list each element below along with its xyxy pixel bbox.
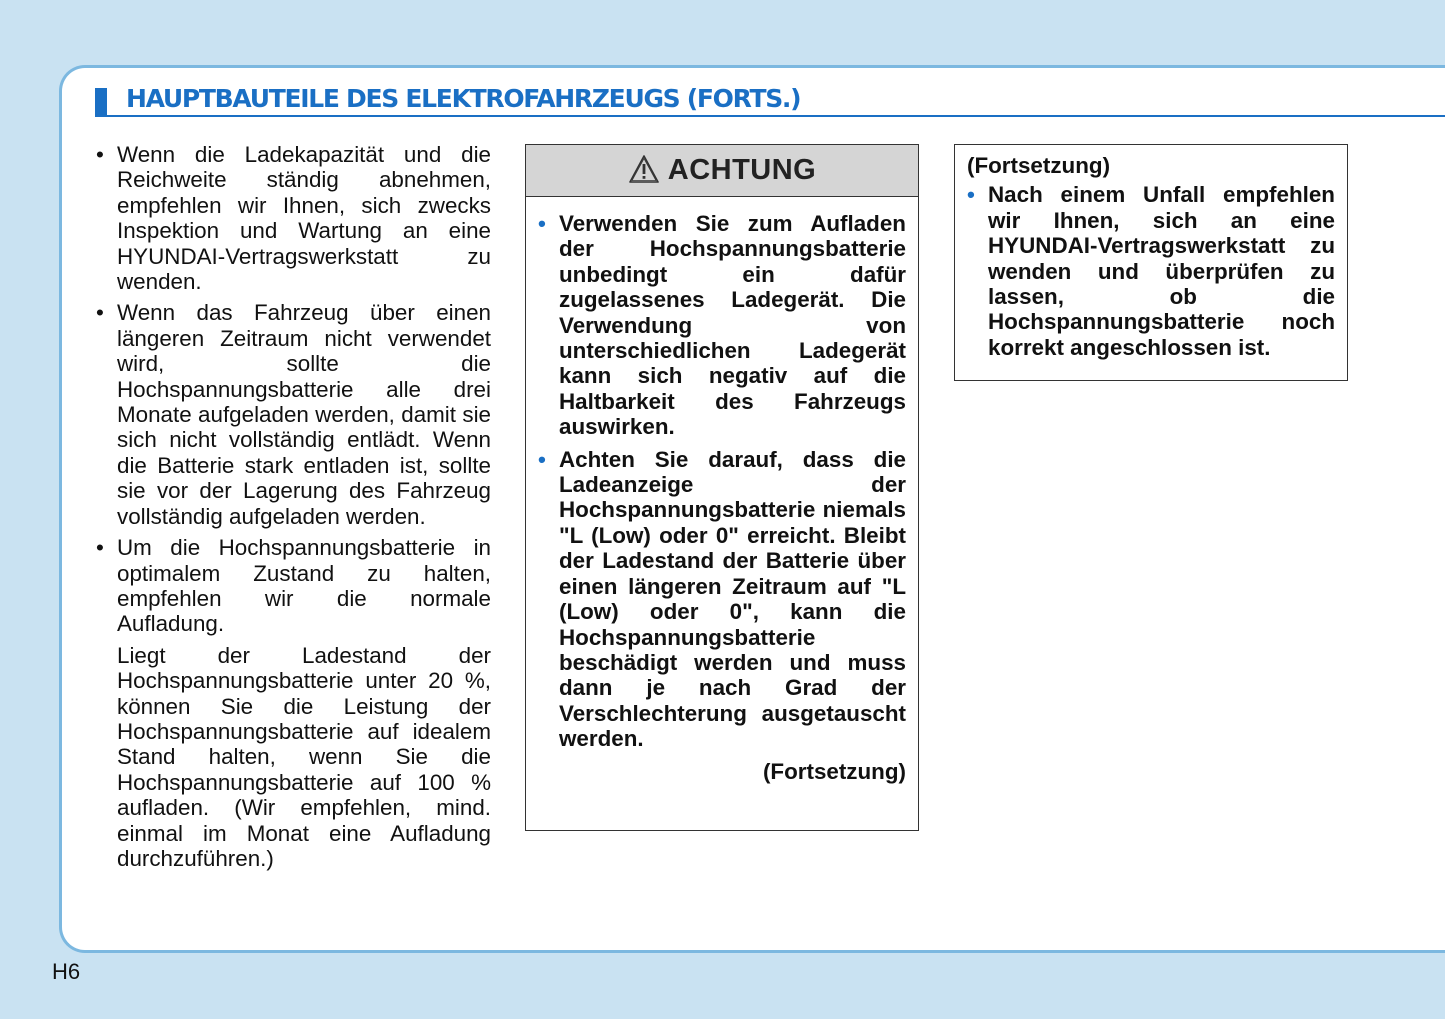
list-item: • Um die Hochspannungsbatterie in optimalem Zustand zu halten, empfehlen wir die normale Aufladung. (96, 535, 491, 637)
list-item: • Wenn die Ladekapazität und die Reichweite ständig abnehmen, empfehlen wir Ihnen, sich zwecks Inspektion und Wartung an eine HYUNDAI-Vertragswerkstatt zu wenden. (96, 142, 491, 295)
bullet-icon: • (538, 211, 546, 236)
continuation-heading: (Fortsetzung) (967, 153, 1111, 178)
section-title: HAUPTBAUTEILE DES ELEKTROFAHRZEUGS (FORTS.) (126, 84, 801, 113)
continued-note: (Fortsetzung) (762, 758, 906, 784)
warning-triangle-icon (628, 154, 660, 184)
bullet-icon: • (96, 535, 104, 561)
list-item: • Nach einem Unfall empfehlen wir Ihnen, sich an eine HYUNDAI-Vertragswerkstatt zu wenden und überprüfen zu lassen, ob die Hochspannungsbatterie noch korrekt angeschlossen ist. (967, 182, 1335, 360)
warning-body (526, 197, 918, 784)
bullet-icon: • (967, 182, 975, 208)
warning-box (525, 144, 919, 831)
header-accent-bar (95, 88, 107, 115)
warning-header (526, 145, 918, 197)
page-number: H6 (52, 959, 81, 984)
bullet-icon: • (96, 142, 104, 167)
left-column (93, 142, 491, 877)
warning-title: ACHTUNG (667, 154, 817, 186)
section-header (95, 84, 1445, 118)
continuation-box (954, 144, 1348, 381)
list-item: • Verwenden Sie zum Aufladen der Hochspannungsbatterie unbedingt ein dafür zugelassenes Ladegerät. Die Verwendung von unterschiedlichen Ladegerät kann sich negativ auf die Haltbarkeit des Fahrzeugs auswirken. (538, 211, 906, 440)
list-item: • Wenn das Fahrzeug über einen längeren Zeitraum nicht verwendet wird, sollte die Hochspannungsbatterie alle drei Monate aufgeladen werden, damit sie sich nicht vollständig entlädt. Wenn die Batterie stark entladen ist, sollte sie vor der Lagerung des Fahrzeug vollständig aufgeladen werden. (96, 300, 491, 529)
list-item: • Achten Sie darauf, dass die Ladeanzeige der Hochspannungsbatterie niemals "L (Low) oder 0" erreicht. Bleibt der Ladestand der Batterie über einen längeren Zeitraum auf "L (Low) oder 0", kann die Hochspannungsbatterie beschädigt werden und muss dann je nach Grad der Verschlechterung ausgetauscht werden. (538, 446, 906, 752)
header-rule (95, 115, 1445, 117)
bullet-icon: • (96, 300, 104, 326)
battery-paragraph: Liegt der Ladestand der Hochspannungsbatterie unter 20 %, können Sie die Leistung der Hochspannungsbatterie auf idealem Stand halten, wenn Sie die Hochspannungsbatterie auf 100 % aufladen. (Wir empfehlen, mind. einmal im Monat eine Aufladung durchzuführen.) (117, 642, 491, 871)
bullet-icon: • (538, 446, 546, 472)
